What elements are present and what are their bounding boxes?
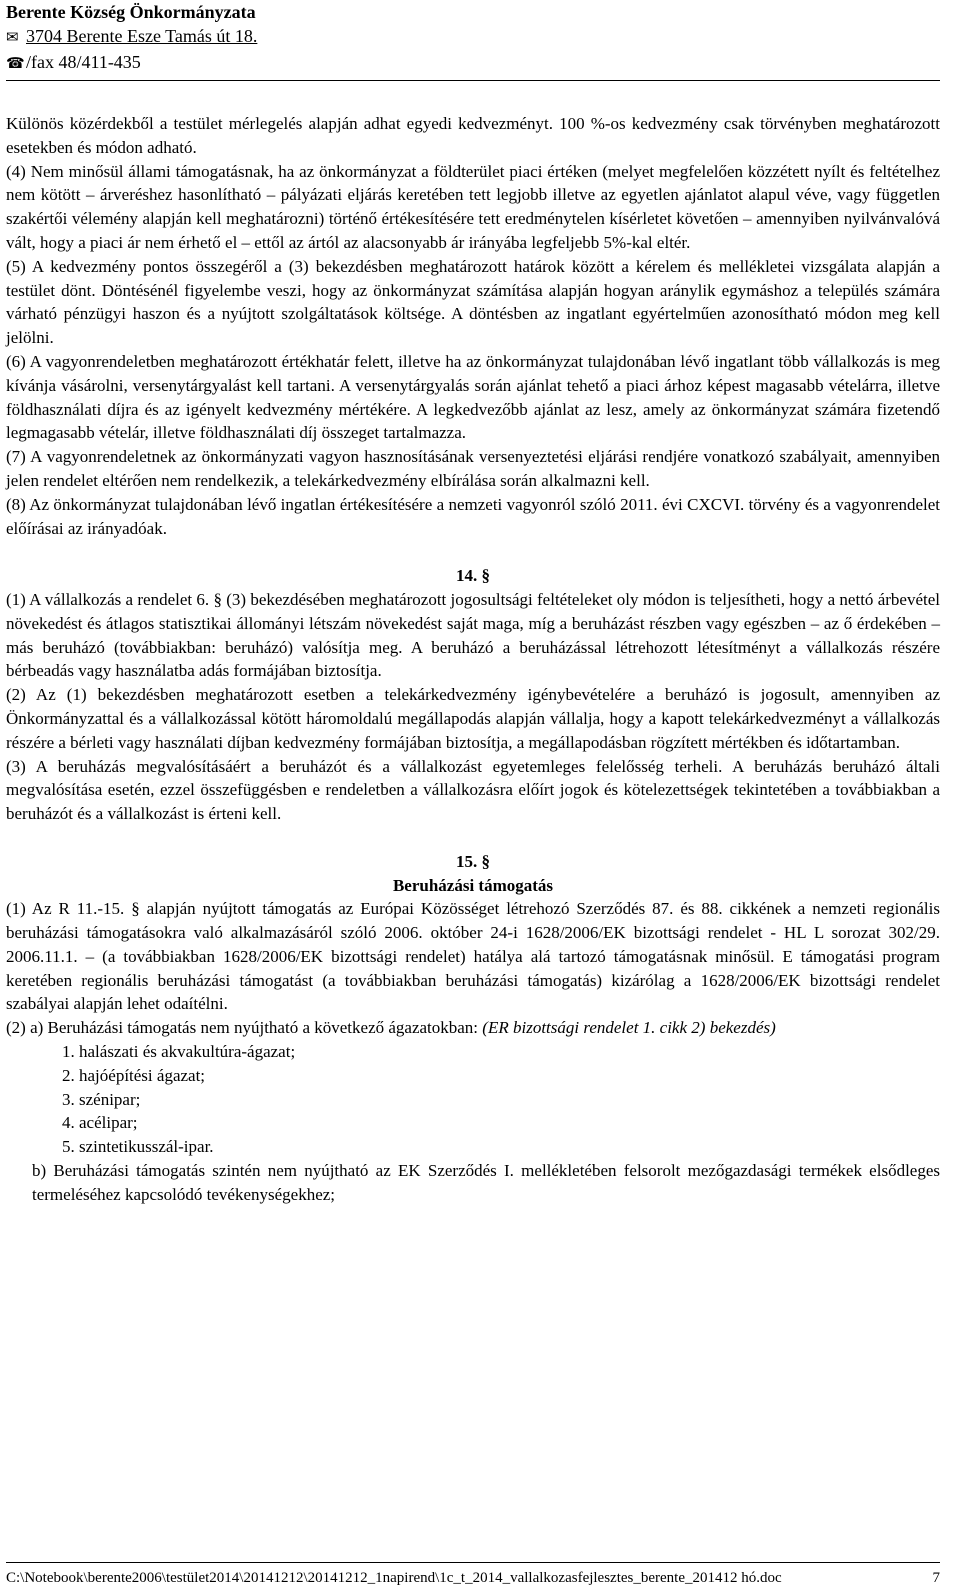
list-item: 3. szénipar;: [62, 1089, 141, 1109]
document-body: [6, 112, 940, 1207]
section-heading-15: 15. §: [456, 851, 490, 871]
header-divider: [6, 80, 940, 81]
address-line: [6, 24, 940, 50]
paragraph-14-1: (1) A vállalkozás a rendelet 6. § (3) bekezdésében meghatározott jogosultsági feltételeket oly módon is teljesítheti, hogy a nettó árbevétel növekedést és átlagos statisztikai állományi létszám növekedést saját maga, míg a beruházást részben vagy egészben – az ő érdekében – más beruházó (továbbiakban: beruházó) valósítja meg. A beruházó a beruházással létrehozott létesítményt a vállalkozás részére bérbeadás vagy használatba adás formájában biztosítja.: [6, 589, 940, 681]
paragraph-14-2: (2) Az (1) bekezdésben meghatározott esetben a telekárkedvezmény igénybevételére a beruházó is jogosult, amennyiben az Önkormányzattal és a vállalkozással kötött háromoldalú megállapodás alapján vállalja, hogy a kapott telekárkedvezményt a vállalkozás részére a bérleti vagy használati díjban kedvezmény formájában biztosítja, a megállapodásban rögzített mértékben és időtartamban.: [6, 685, 940, 752]
paragraph: Különös közérdekből a testület mérlegelés alapján adhat egyedi kedvezményt. 100 %-os kedvezmény csak törvényben meghatározott esetekben és módon adható.: [6, 114, 940, 157]
page-footer: [6, 1562, 940, 1588]
file-path: C:\Notebook\berente2006\testület2014\20141212\20141212_1napirend\1c_t_2014_vallalkozasfejlesztes_berente_201412 hó.doc: [6, 1570, 782, 1586]
paragraph-7: (7) A vagyonrendeletnek az önkormányzati vagyon hasznosításának versenyeztetési eljárási rendjére vonatkozó szabályait, amennyiben jelen rendelet eltérően nem rendelkezik, a telekárkedvezmény elbírálása során alkalmazni kell.: [6, 447, 940, 490]
organization-name: Berente Község Önkormányzata: [6, 2, 256, 22]
section-heading-14: 14. §: [456, 566, 490, 586]
paragraph-4: (4) Nem minősül állami támogatásnak, ha az önkormányzat a földterület piaci értéken (melyet megfelelően közzétett nyílt és feltételhez nem kötött – árveréshez hasonlítható – pályázati eljárás keretében tett legjobb illetve az egyetlen ajánlatot alapul véve, vagy független szakértői vélemény alapján kell meghatározni) történő értékesítésére tett eredménytelen kísérletet követően – amennyiben nyilvánvalóvá vált, hogy a piaci ár nem érhető el – ettől az ártól az alacsonyabb ár irányába legfeljebb 5%-kal eltér.: [6, 161, 940, 252]
paragraph-15-2-reference: (ER bizottsági rendelet 1. cikk 2) bekezdés): [482, 1018, 776, 1038]
letterhead: [6, 0, 940, 76]
phone-text: /fax 48/411-435: [26, 52, 141, 72]
paragraph-8: (8) Az önkormányzat tulajdonában lévő ingatlan értékesítésére a nemzeti vagyonról szóló 2011. évi CXCVI. törvény és a vagyonrendelet előírásai az irányadóak.: [6, 494, 940, 538]
paragraph-15-2-text: (2) a) Beruházási támogatás nem nyújtható a következő ágazatokban:: [6, 1018, 483, 1038]
phone-icon: ☎: [6, 56, 25, 72]
paragraph-14-3: (3) A beruházás megvalósításáért a beruházót és a vállalkozást egyetemleges felelősség terheli. A beruházás beruházó általi megvalósítása esetén, ezzel összefüggésben e rendeletben a vállalkozásra előírt jogok és kötelezettségek tekintetében a továbbiakban a beruházót és a vállalkozást is érteni kell.: [6, 756, 940, 824]
list-item: 4. acélipar;: [62, 1113, 138, 1133]
paragraph-6: (6) A vagyonrendeletben meghatározott értékhatár felett, illetve ha az önkormányzat tulajdonában lévő ingatlant több vállalkozás is meg kívánja vásárolni, versenytárgyalást kell tartani. A versenytárgyalás során ajánlat tehető a piaci árhoz képest magasabb vételárra, illetve földhasználati díjra és az igényelt kedvezmény mértékére. A legkedvezőbb ajánlat az lesz, amely az önkormányzat számára fizetendő legmagasabb vételár, illetve földhasználati díj összeget tartalmazza.: [6, 351, 940, 443]
list-item: 1. halászati és akvakultúra-ágazat;: [62, 1042, 296, 1062]
page-number: 7: [932, 1570, 940, 1586]
address-text: 3704 Berente Esze Tamás út 18.: [26, 26, 258, 46]
paragraph-15-2: [6, 1016, 940, 1040]
envelope-icon: ✉: [6, 30, 19, 46]
paragraph-15-2b: b) Beruházási támogatás szintén nem nyújtható az EK Szerződés I. mellékletében felsorolt mezőgazdasági termékek elsődleges termeléséhez kapcsolódó tevékenységekhez;: [32, 1161, 940, 1204]
list-item: 2. hajóépítési ágazat;: [62, 1065, 206, 1085]
list-item: 5. szintetikusszál-ipar.: [62, 1137, 214, 1157]
paragraph-5: (5) A kedvezmény pontos összegéről a (3) bekezdésben meghatározott határok között a kérelem és mellékletei vizsgálata alapján a testület dönt. Döntésénél figyelembe veszi, hogy az önkormányzat számítása alapján hogyan aránylik egymáshoz a település számára várható pénzügyi haszon és a nyújtott szolgáltatások költsége. A döntésben az ingatlant egyértelműen azonosítható módon meg kell jelölni.: [6, 256, 940, 348]
phone-line: [6, 50, 940, 76]
paragraph-15-1: (1) Az R 11.-15. § alapján nyújtott támogatás az Európai Közösséget létrehozó Szerződés 87. és 88. cikkének a nemzeti regionális beruházási támogatásokra való alkalmazásáról szóló 2006. október 24-i 1628/2006/EK bizottsági rendelet - HL L sorozat 302/29. 2006.11.1. – (a továbbiakban 1628/2006/EK bizottsági rendelet) hatálya alá tartozó támogatásnak minősül. E támogatási program keretében regionális beruházási támogatást (a továbbiakban beruházási támogatás) kizárólag a 1628/2006/EK bizottsági rendelet szabályai alapján lehet odaítélni.: [6, 899, 940, 1014]
section-title-15: Beruházási támogatás: [392, 875, 554, 895]
